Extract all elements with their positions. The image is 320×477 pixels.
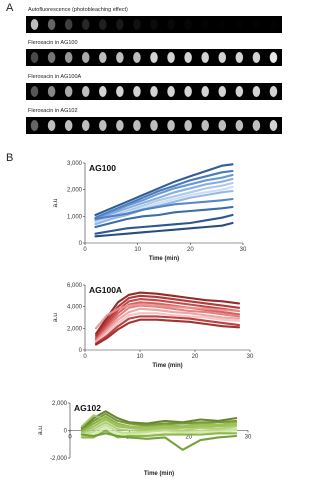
strip-frame-cell [236, 86, 244, 97]
strip-frame-cell [201, 52, 209, 63]
microscopy-strip-ag100a [26, 83, 282, 100]
series-line [96, 199, 233, 219]
strip-frame-cell [236, 52, 244, 63]
strip-frame-cell [31, 120, 39, 131]
y-tick-label: 0 [63, 428, 67, 435]
strip-frame-cell [219, 52, 227, 63]
x-tick-label: 10 [125, 434, 133, 441]
series-line [96, 305, 239, 329]
strip-frame-cell [167, 86, 175, 97]
strip-frame-cell [150, 19, 158, 30]
series-line [96, 316, 239, 343]
series-line [82, 414, 236, 429]
strip-frame-cell [253, 19, 261, 30]
strip-frame-cell [31, 52, 39, 63]
strip-frame-cell [270, 86, 278, 97]
strip-frame-cell [82, 52, 90, 63]
strip-label-ag102: Fleroxacin in AG102 [28, 108, 78, 114]
strip-frame-cell [48, 52, 56, 63]
series-line [96, 175, 233, 219]
x-tick-label: 0 [83, 354, 87, 360]
strip-label-ag100: Fleroxacin in AG100 [28, 40, 78, 46]
strip-frame-cell [167, 120, 175, 131]
series-line [82, 411, 236, 428]
series-line [96, 187, 233, 223]
strip-label-autofluorescence: Autofluorescence (photobleaching effect) [28, 7, 128, 13]
strip-frame-cell [150, 86, 158, 97]
strip-frame-cell [184, 120, 192, 131]
series-line [96, 313, 239, 342]
x-tick-label: 0 [83, 247, 87, 253]
series-line [96, 183, 233, 222]
series-line [96, 191, 233, 224]
strip-frame-cell [201, 19, 209, 30]
strip-frame-cell [65, 120, 73, 131]
x-tick-label: 20 [186, 247, 194, 253]
y-tick-label: 2,000 [66, 326, 82, 333]
strip-frame-cell [150, 120, 158, 131]
series-line [82, 415, 236, 427]
strip-frame-cell [82, 120, 90, 131]
x-axis-label: Time (min) [152, 363, 183, 369]
strip-frame-cell [31, 19, 39, 30]
series-line [96, 171, 233, 218]
y-axis-label: a.u [37, 425, 44, 436]
x-axis-label: Time (min) [143, 471, 175, 477]
y-tick-label: 0 [78, 241, 82, 247]
strip-frame-cell [82, 19, 90, 30]
strip-frame-cell [253, 52, 261, 63]
strip-frame-cell [65, 52, 73, 63]
strip-frame-cell [82, 86, 90, 97]
y-tick-label: 3,000 [66, 161, 82, 167]
series-line [82, 422, 236, 433]
strip-frame-cell [116, 120, 124, 131]
strip-frame-cell [48, 86, 56, 97]
panel-a-letter: A [6, 2, 14, 14]
strip-frame-cell [99, 120, 107, 131]
strip-frame-cell [219, 19, 227, 30]
strip-frame-cell [219, 120, 227, 131]
x-tick-label: 30 [246, 354, 254, 360]
strip-frame-cell [270, 52, 278, 63]
x-tick-label: 10 [136, 354, 144, 360]
strip-frame-cell [133, 52, 141, 63]
series-line [96, 293, 239, 334]
strip-label-ag100a: Fleroxacin in AG100A [28, 74, 82, 80]
strip-frame-cell [48, 120, 56, 131]
x-tick-label: 30 [239, 247, 247, 253]
strip-frame-cell [184, 86, 192, 97]
strip-frame-cell [236, 120, 244, 131]
strip-frame-cell [133, 86, 141, 97]
strip-frame-cell [99, 19, 107, 30]
strip-frame-cell [116, 19, 124, 30]
strip-frame-cell [116, 52, 124, 63]
strip-frame-cell [201, 120, 209, 131]
y-axis-label: a.u [52, 198, 59, 208]
strip-frame-cell [150, 52, 158, 63]
strip-frame-cell [253, 86, 261, 97]
series-line [82, 425, 236, 435]
strip-frame-cell [99, 86, 107, 97]
strip-frame-cell [65, 86, 73, 97]
strip-frame-cell [270, 19, 278, 30]
chart-title: AG100A [89, 285, 123, 295]
series-line [96, 320, 239, 345]
series-line [96, 306, 239, 341]
x-tick-label: 20 [185, 434, 193, 441]
y-tick-label: 6,000 [66, 283, 82, 289]
x-tick-label: 30 [244, 434, 252, 441]
strip-frame-cell [236, 19, 244, 30]
chart-title: AG102 [74, 403, 101, 413]
series-line [82, 433, 236, 450]
strip-frame-cell [167, 52, 175, 63]
strip-frame-cell [116, 86, 124, 97]
strip-frame-cell [31, 86, 39, 97]
x-axis-label: Time (min) [148, 256, 180, 262]
y-axis-label: a.u [52, 312, 59, 323]
strip-frame-cell [219, 86, 227, 97]
strip-frame-cell [133, 19, 141, 30]
series-line [82, 428, 236, 436]
y-tick-label: 2,000 [51, 401, 67, 407]
panel-b-letter: B [6, 152, 14, 164]
x-tick-label: 10 [134, 247, 142, 253]
strip-frame-cell [65, 19, 73, 30]
y-tick-label: 2,000 [66, 187, 82, 194]
x-tick-label: 0 [68, 434, 72, 441]
microscopy-strip-ag100 [26, 49, 282, 66]
y-tick-label: 4,000 [66, 304, 82, 311]
y-tick-label: 0 [78, 348, 82, 354]
x-tick-label: 20 [191, 354, 199, 360]
series-line [82, 420, 236, 432]
strip-frame-cell [184, 52, 192, 63]
strip-frame-cell [99, 52, 107, 63]
series-line [96, 296, 239, 336]
series-line [96, 164, 233, 215]
y-tick-label: -2,000 [49, 456, 67, 462]
series-line [96, 215, 233, 234]
chart-title: AG100 [89, 163, 116, 173]
series-line [96, 223, 233, 236]
series-line [82, 417, 236, 431]
series-line [96, 179, 233, 220]
series-line [96, 309, 239, 342]
microscopy-strip-ag102 [26, 117, 282, 134]
strip-frame-cell [167, 19, 175, 30]
strip-frame-cell [133, 120, 141, 131]
strip-frame-cell [270, 120, 278, 131]
strip-frame-cell [48, 19, 56, 30]
strip-frame-cell [253, 120, 261, 131]
strip-frame-cell [184, 19, 192, 30]
y-tick-label: 1,000 [66, 214, 82, 221]
series-line [96, 207, 233, 227]
series-line [96, 299, 239, 338]
strip-frame-cell [201, 86, 209, 97]
series-line [96, 302, 239, 339]
microscopy-strip-autofluorescence [26, 16, 282, 33]
series-line [82, 431, 236, 438]
